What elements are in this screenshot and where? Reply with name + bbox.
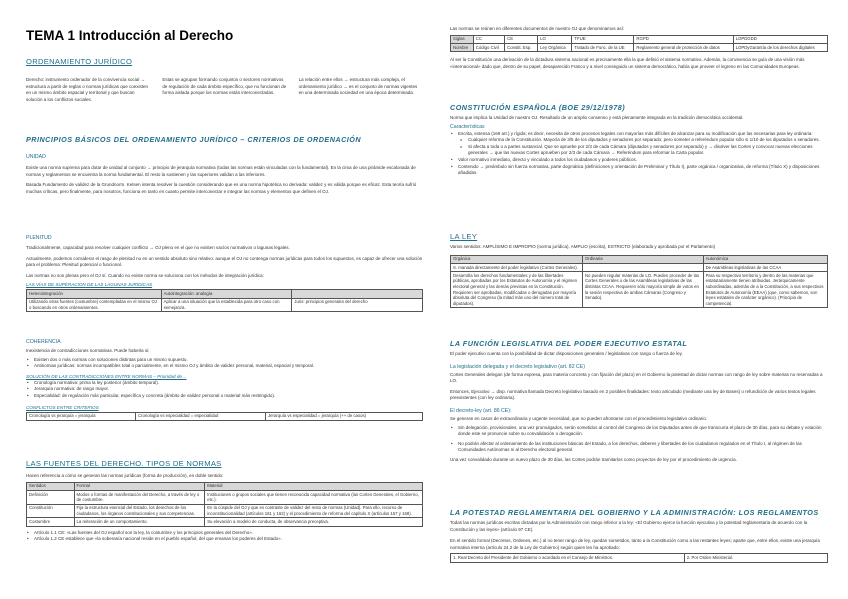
table-row: [451, 35, 828, 43]
fuentes-table: [26, 482, 423, 527]
fuentes-cell: Constitución: [27, 504, 75, 518]
fuentes-header: Sentidos: [27, 482, 75, 490]
ley-table: [450, 255, 828, 309]
ce-heading-date: (BOE 29/12/1978): [558, 103, 626, 112]
table-row: [451, 263, 828, 271]
subheading-decreto-ley: El decreto-ley (art. 86 CE):: [450, 407, 512, 414]
conflictos-cell: Jerarquía vs especialidad = jerarquía (++ de casos): [266, 412, 423, 420]
list-item: • Existen dos o más normas con soluciones distintas para un mismo supuesto.: [26, 357, 423, 364]
subheading-solucion: SOLUCIÓN DE LAS CONTRADICCIONES ENTRE NORMAS – Prioridad de…: [26, 373, 187, 379]
siglas-cell: RGPD: [634, 35, 733, 43]
section-heading-fuentes: LAS FUENTES DEL DERECHO. TIPOS DE NORMAS: [26, 459, 222, 468]
ordenamiento-col3: La relación entre ellos → estructura más compleja, el ordenamiento jurídico → es el conjunto de normas vigentes en una determinada sociedad en una época determinada.: [298, 77, 418, 96]
fuentes-cell: La reiteración de un comportamiento.: [74, 518, 205, 526]
siglas-cell: CC: [473, 35, 504, 43]
potestad-cell: 1. Real Decreto del Presidente del Gobierno o acordado en el Consejo de Ministros.: [451, 554, 685, 562]
fuentes-articles: [26, 530, 423, 543]
siglas-cell: Nombre: [451, 43, 474, 51]
subheading-caracteristicas: Características: [450, 123, 485, 130]
list-item: • Artículo 1.1 CE: «Las fuentes del OJ español son la ley, la costumbre y los principios generales del Derecho».: [26, 530, 423, 537]
fuentes-cell: Costumbre: [27, 518, 75, 526]
siglas-cell: TFUE: [572, 35, 634, 43]
fuentes-cell: Definición: [27, 490, 75, 504]
subheading-vias: LAS VÍAS DE SUPERACIÓN DE LAS LAGUNAS JURÍDICAS: [26, 282, 153, 288]
siglas-cell: Tratado de Func. de la UE: [572, 43, 634, 51]
ley-header: Ordinaria: [582, 255, 703, 263]
coherencia-list: [26, 357, 423, 370]
ley-header: Autonómica: [703, 255, 827, 263]
page-title: TEMA 1 Introducción al Derecho: [26, 28, 234, 43]
fuentes-cell: En la cúspide del OJ y que es contraste de validez del resto de normas (Unidad). Para ello, recurso de inconstitucionalidad (artículos 161 y 162) y el procedimiento de reforma del capítulo X (artículos 167 y 168).: [205, 504, 423, 518]
vias-cell: Juris: principios generales del derecho: [292, 298, 423, 312]
potestad-table: [450, 553, 828, 562]
siglas-cell: Ley Orgánica: [538, 43, 572, 51]
subheading-unidad: UNIDAD: [26, 154, 46, 160]
list-item: • Antinomias jurídicas: normas incompatibles total o parcialmente, en el mismo OJ y ámbito de validez personal, material, espacial y temporal.: [26, 363, 423, 370]
list-item: • No podrán afectar al ordenamiento de las instituciones básicas del Estado, a los derechos, deberes y libertades de los ciudadanos regulados en el Título I, al régimen de las Comunidades Autónomas ni al Derecho electoral general.: [450, 441, 828, 454]
vias-header: Heterointegración: [27, 290, 162, 298]
table-row: [27, 490, 423, 504]
section-heading-potestad: LA POTESTAD REGLAMENTARIA DEL GOBIERNO Y LA ADMINISTRACIÓN: LOS REGLAMENTOS: [450, 508, 819, 517]
unidad-paragraph-2: Basada Fundamento de validez de la Grundnorm. Kelsen intenta resolver la cuestión considerando que es una norma hipotética no derivada: validez y es válida porque es eficaz. Esta teoría sufrió muchas críticas, pero finalmente, para nosotros, funciona en tanto en cuanto permite interconectar e integrar las normas y elementos que definen el OJ.: [26, 182, 417, 194]
potestad-paragraph-1: Todas las normas jurídicas escritas dictadas por la Administración con rango inferior a la ley: «El Gobierno ejerce la función ejecutiva y la potestad reglamentaria de acuerdo con la Constitución y las leyes» (artículo 97 CE).: [450, 520, 808, 532]
siglas-table: [450, 35, 828, 52]
fuentes-cell: Instituciones o grupos sociales que tienen reconocida capacidad normativa (las Cortes Generales, el Gobierno, etc.).: [205, 490, 423, 504]
list-item: o Cualquier reforma de la Constitución. Mayoría de 3/5 de los diputados y senadores por separado; pero someter a referéndum popular sólo si 1/10 de los diputados o senadores.: [450, 137, 828, 144]
fuentes-intro: Hacen referencia a cómo se generan las normas jurídicas (forma de producción), en doble sentido:: [26, 473, 224, 478]
vias-header: [292, 290, 423, 298]
subheading-coherencia: COHERENCIA: [26, 339, 61, 345]
ley-cell: [582, 263, 703, 271]
table-row: [451, 554, 828, 562]
list-item: • Valor normativo inmediato, directo y vinculado a todos los ciudadanos y poderes públicos.: [450, 157, 828, 164]
subheading-conflictos: CONFLICTOS ENTRE CRITERIOS: [26, 404, 99, 410]
decreto-end-paragraph: Una vez convalidado durante un nuevo plazo de 30 días, las Cortes podrán tramitarlos como proyectos de ley por el procedimiento de urgencia.: [450, 456, 737, 462]
section-heading-ce: [450, 103, 828, 112]
fuentes-cell: Modos o formas de manifestación del Derecho, a través de ley o de costumbre.: [74, 490, 205, 504]
ley-header: Orgánica: [451, 255, 583, 263]
plenitud-paragraph-2: Actualmente, podemos considerar el rasgo de plenitud no en un sentido absoluto sino relativo: aunque el OJ no contenga normas jurídicas para todos los supuestos, es capaz de ofrecer una solución para el problema: Plenitud potencial o funcional.: [26, 255, 423, 268]
siglas-cell: Código Civil: [473, 43, 504, 51]
vias-table: [26, 289, 423, 312]
conflictos-cell: Cronología vs jerarquía = jerarquía: [27, 412, 136, 420]
siglas-cell: LO: [538, 35, 572, 43]
section-heading-ley: LA LEY: [450, 232, 478, 241]
siglas-cell: Reglamento general de protección de datos: [634, 43, 733, 51]
list-item: • Contenido → preámbulo sin fuerza normativa, parte dogmática (definiciones y orientación de Preliminar y Título I), parte orgánica / organizativa, de reforma (Título X) y disposiciones añadidas.: [450, 164, 828, 177]
siglas-cell: LOPDyGarantía de los derechos digitales: [733, 43, 827, 51]
ce-heading-text: CONSTITUCIÓN ESPAÑOLA: [450, 103, 557, 112]
section-heading-ordenamiento: ORDENAMIENTO JURÍDICO: [26, 57, 133, 66]
ordenamiento-columns: [26, 77, 423, 103]
ley-intro: Varios sentidos: AMPLÍSIMO E IMPROPIO (norma jurídica), AMPLIO (escrita), ESTRICTO (elaborada y aprobada por el Parlamento): [450, 244, 716, 249]
decreto-list: [450, 425, 828, 454]
siglas-after-paragraph: Al ser la Constitución una derivación de la dictadura sistema nacional es precisamente ella la que definió el sistema normativo. Además, la convivencia se guía de una visión más «internacional» dado que, dentro de su papel, desaparecido Franco y a nivel conseguido un sistema democrático, había que proveer el ingreso en las Comunidades Europeas.: [450, 56, 805, 69]
funcion-intro: El poder ejecutivo cuenta con la posibilidad de dictar disposiciones generales / legislativas con rango o fuerza de ley.: [450, 351, 683, 356]
table-row: [451, 43, 828, 51]
solucion-list: [26, 380, 423, 400]
ce-list: [450, 131, 828, 177]
ordenamiento-col2: Estas se agrupan formando conjuntos o sectores normativos de regulación de cada ámbito específico, que no funcionan de forma aislada porque los normas están interconectadas.: [162, 77, 287, 96]
siglas-cell: Siglas: [451, 35, 474, 43]
coherencia-paragraph: Inexistencia de contradicciones normativas. Puede haberla si:: [26, 348, 150, 353]
siglas-cell: CE: [505, 35, 538, 43]
list-item: • Cronología normativa: prima la ley posterior (ámbito temporal).: [26, 380, 423, 387]
potestad-cell: 2. Por Orden Ministerial.: [684, 554, 827, 562]
fuentes-cell: Fija la estructura esencial del Estado, los derechos de los ciudadanos, los órganos constitucionales y sus competencias.: [74, 504, 205, 518]
subheading-delegada: La legislación delegada y el decreto legislativo (art. 82 CE): [450, 363, 585, 370]
vias-cell: Utilizando otras fuentes (costumbre) contempladas en el mismo OJ o buscando en otros ordenamientos.: [27, 298, 162, 312]
ley-cell: S. manada directamente del poder legislativo (Cortes Generales).: [451, 263, 583, 271]
fuentes-cell: Su elevación a modelo de conducta, de observancia preceptiva.: [205, 518, 423, 526]
table-row: [27, 518, 423, 526]
conflictos-cell: Cronología vs especialidad = especialidad: [135, 412, 265, 420]
list-item: • Artículo 1.2 CE establece que «la soberanía nacional reside en el pueblo español, del que emanan los poderes del Estado».: [26, 536, 423, 543]
ley-cell: No pueden regular materias de LO. Pueden proceder de las Cortes Generales o de las Asambleas legislativas de las distintas CCAA. Requieren sólo mayoría simple de votos en la sesión respectiva de ambas Cámaras (Congreso y Senado).: [582, 271, 703, 307]
fuentes-header: Material: [205, 482, 423, 490]
ley-cell: De Asambleas legislativas de las CCAA: [703, 263, 827, 271]
unidad-paragraph-1: Existe una norma suprema para dotar de unidad al conjunto → principio de jerarquía normativa (todas las normas están vinculadas con la fundamental). En la cima de una pirámide escalonada de normas y reglamentos se encuentra la norma fundamental. El resto la sostienen y las superiores validan a las inferiores.: [26, 165, 416, 177]
section-heading-funcion: LA FUNCIÓN LEGISLATIVA DEL PODER EJECUTIVO ESTATAL: [450, 339, 688, 348]
list-item: • Sin delegación, provisionales, una vez promulgados, serán sometidos al control del Congreso de los Diputados antes de que transcurra el plazo de 30 días, para su debate y votación donde este se pronuncie sobre su convalidación o derogación.: [450, 425, 828, 438]
siglas-intro: Las normas se reúnen en diferentes documentos de nuestro OJ que denominamos así:: [450, 26, 625, 31]
subheading-plenitud: PLENITUD: [26, 235, 52, 241]
section-heading-principios: PRINCIPIOS BÁSICOS DEL ORDENAMIENTO JURÍDICO – CRITERIOS DE ORDENACIÓN: [26, 135, 362, 144]
table-row: [451, 271, 828, 307]
ley-cell: Desarrolla los derechos fundamentales y de las libertades públicas, aprobadas por los Estatutos de Autonomía y el régimen electoral general y las demás previstas en la Constitución. Requieren ser aprobadas, modificadas o derogadas por mayoría absoluta del Congreso (la mitad más uno del número total de diputados).: [451, 271, 583, 307]
table-row: [27, 504, 423, 518]
plenitud-paragraph-1: Tradicionalmente, capacidad para resolver cualquier conflicto → OJ pleno en el que no existen vacíos normativos o lagunas legales.: [26, 245, 290, 250]
ley-cell: Para su respectivo territorio y dentro de las materias que estatutariamente tienen atribuidas. Jerárquicamente subordinadas, además de a la Constitución, a sus respectivos Estatutos de Autonomía (EEAA) (que, como sabemos, son leyes estatales de carácter orgánico). (Principio de competencia).: [703, 271, 827, 307]
list-item: o Si afecta a toda o a partes sustancial. Que se apruebe por 2/3 de cada Cámara (diputados y senadores por separado) y → disolver las Cortes y convocar nuevas elecciones generales → que las nuevas Cortes aprueben por 2/3 de cada Cámara → Referéndum para reformar la Carta popular.: [450, 144, 828, 157]
conflictos-table: [26, 412, 423, 421]
potestad-paragraph-2: En el sentido formal (Decretos, Ordenes, etc.) al no tener rango de ley, quedan sometidos, tanto a la Constitución como a las restantes leyes; aparte que, entre ellos, existe una jerarquía normativa interna (artículo 24.2 de la Ley de Gobierno) según quien les ha aprobado:: [450, 538, 820, 550]
fuentes-header: Formal: [74, 482, 205, 490]
decreto-paragraph: Se generan en casos de extraordinaria y urgente necesidad, que no pueden afrontarse con el procedimiento legislativo ordinario.: [450, 415, 708, 421]
siglas-cell: Constit. Esp.: [505, 43, 538, 51]
ordenamiento-col1: Derecho: instrumento ordenador de la convivencia social → estructura a partir de reglas o normas jurídicas que coexisten en un mismo ámbito espacial y territorial y que buscan solución a los conflictos sociales.: [26, 77, 149, 102]
siglas-cell: LOPDGDD: [733, 35, 827, 43]
delegada-paragraph-2: Entonces, Ejecutivo → disp. normativa llamada Decreto legislativo basado en 2 posibles finalidades: texto articulado (mediante una ley de Bases) o refundición de varios textos legales preexistentes (con ley ordinaria).: [450, 388, 816, 401]
list-item: • Especialidad: de regulación más particular, específica y concreta (ámbito de validez personal o material más restringido).: [26, 393, 423, 400]
ce-intro: Norma que implica la Unidad de nuestro OJ. Resultado de un amplio consenso y está plenamente integrada en la tradición democrática occidental.: [450, 115, 744, 120]
list-item: • Escrita, extensa (169 art.) y rígida; es decir, necesita de otros procesos legales con mayorías más difíciles de alcanzar para su modificación que las necesarias para ley ordinaria:: [450, 131, 828, 138]
plenitud-paragraph-3: Las normas no son plenas pero el OJ sí. Cuando no existe norma se soluciona con los métodos de integración jurídica:: [26, 272, 264, 278]
delegada-paragraph-1: Cortes Generales delegan (de forma expresa, para materia concreta y con fijación del plazo) en el Gobierno la potestad de dictar normas con rango de ley sobre materias no reservadas a LO.: [450, 371, 823, 384]
list-item: • Jerarquía normativa: de rango mayor.: [26, 386, 423, 393]
vias-header: Autointegración: analogía: [161, 290, 292, 298]
vias-cell: Aplicar a una situación que la establecida para otro caso con semejanza.: [161, 298, 292, 312]
